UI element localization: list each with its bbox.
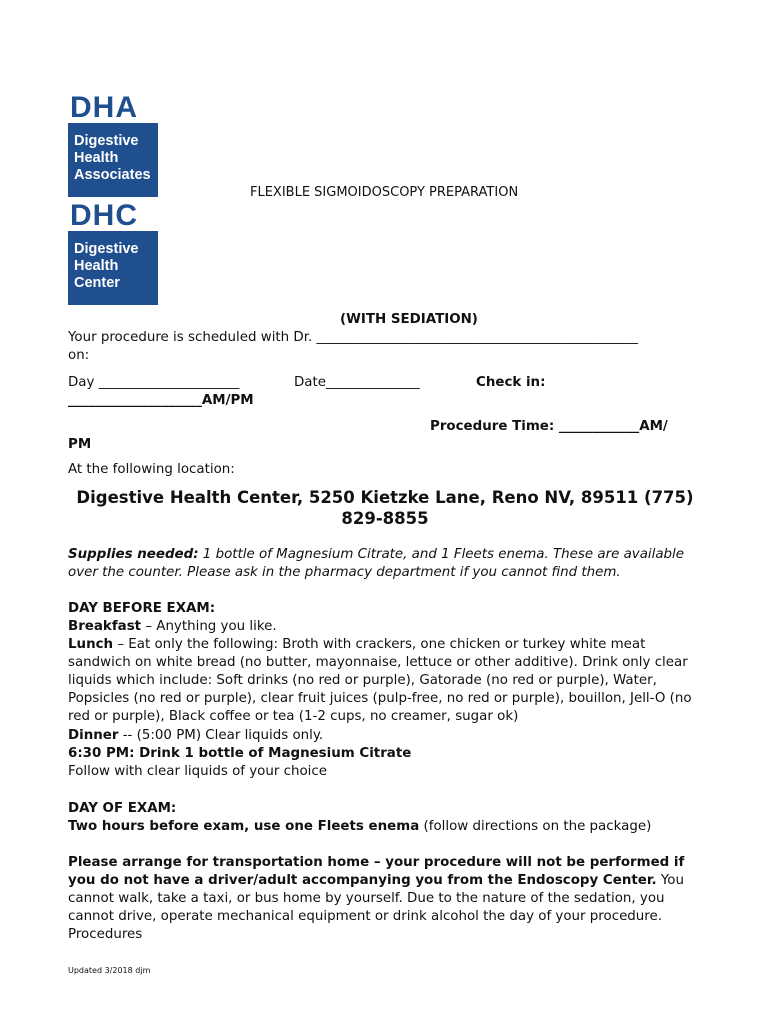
breakfast-line [68,618,277,636]
breakfast-text: – Anything you like. [141,619,277,634]
schedule-date-field: Date______________ [294,375,420,390]
dhc-logo-letters: DHC [68,201,158,231]
dhc-logo [68,201,158,305]
dinner-line [68,727,323,745]
magnesium-line: 6:30 PM: Drink 1 bottle of Magnesium Citrate [68,746,412,761]
document-subtitle: (WITH SEDIATION) [340,312,478,327]
transport-rest: You cannot walk, take a taxi, or bus home by yourself. Due to the nature of the sedation, you cannot drive, operate mechanical equipment or drink alcohol the day of your procedure. Procedures [68,873,684,942]
checkin-time-field: ____________________AM/PM [68,393,254,408]
enema-bold: Two hours before exam, use one Fleets enema [68,819,420,834]
dhc-logo-name: Digestive Health Center [74,241,139,291]
schedule-on-line: on: [68,348,90,363]
enema-line [68,818,651,836]
follow-liquids-line: Follow with clear liquids of your choice [68,764,327,779]
dha-logo [68,93,158,197]
supplies-paragraph [68,546,708,582]
transport-paragraph [68,854,708,944]
schedule-day-field: Day _____________________ [68,375,240,390]
supplies-label: Supplies needed: [68,547,199,562]
footer-updated: Updated 3/2018 djm [68,966,151,975]
supplies-text: 1 bottle of Magnesium Citrate, and 1 Fleets enema. These are available over the counter. Please ask in the pharmacy department if you cannot find them. [68,547,685,580]
dinner-label: Dinner [68,728,119,743]
dha-logo-letters: DHA [68,93,158,123]
document-title: FLEXIBLE SIGMOIDOSCOPY PREPARATION [250,185,519,200]
transport-bold: Please arrange for transportation home – your procedure will not be performed if you do not have a driver/adult accompanying you from the Endoscopy Center. [68,855,685,888]
day-of-heading: DAY OF EXAM: [68,801,177,816]
lunch-paragraph [68,636,708,726]
dha-logo-name: Digestive Health Associates [74,133,151,183]
day-before-heading: DAY BEFORE EXAM: [68,601,216,616]
lunch-text: – Eat only the following: Broth with crackers, one chicken or turkey white meat sandwich on white bread (no butter, mayonnaise, lettuce or other additive). Drink only clear liquids which include: Soft drinks (no red or purple), Gatorade (no red or purple), Water, Popsicles (no red or purple), clear fruit juices (pulp-free, no red or purple), bouillon, Jell-O (no red or purple), Black coffee or tea (1-2 cups, no creamer, sugar ok) [68,637,692,724]
location-heading: Digestive Health Center, 5250 Kietzke Lane, Reno NV, 89511 (775) 829-8855 [76,488,694,528]
procedure-time-pm: PM [68,437,92,452]
breakfast-label: Breakfast [68,619,142,634]
location-intro: At the following location: [68,462,235,477]
procedure-time-field: Procedure Time: ____________AM/ [430,419,668,434]
dinner-text: -- (5:00 PM) Clear liquids only. [118,728,324,743]
enema-rest: (follow directions on the package) [419,819,652,834]
schedule-doctor-line: Your procedure is scheduled with Dr. ________________________________________________ [68,330,638,345]
checkin-label: Check in: [476,375,546,390]
lunch-label: Lunch [68,637,114,652]
